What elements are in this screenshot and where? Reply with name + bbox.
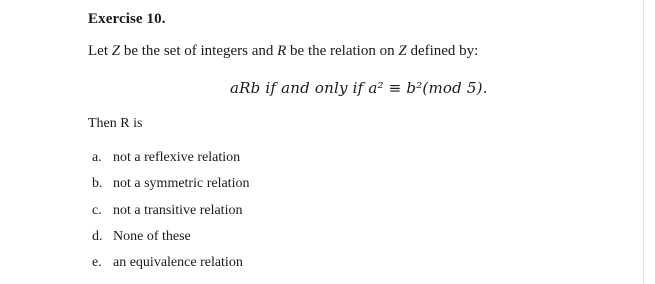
option-letter: a.: [92, 150, 102, 165]
statement-text: be the relation on: [286, 43, 399, 59]
option-letter: b.: [92, 176, 103, 192]
option-text: an equivalence relation: [113, 255, 243, 271]
answer-option-a[interactable]: [92, 150, 249, 176]
statement-text: Let: [88, 43, 112, 59]
question-prompt: Then R is: [88, 116, 143, 131]
option-letter: d.: [92, 228, 103, 244]
answer-options: [92, 150, 249, 281]
option-letter: e.: [92, 255, 102, 271]
answer-option-b[interactable]: [92, 176, 249, 202]
option-text: not a transitive relation: [113, 202, 243, 218]
statement-variable: Z: [398, 43, 407, 59]
relation-formula: aRb if and only if a² ≡ b²(mod 5).: [230, 79, 488, 97]
option-letter: c.: [92, 202, 102, 218]
answer-option-e[interactable]: [92, 255, 249, 281]
statement-variable: Z: [111, 43, 121, 59]
exercise-statement: [88, 43, 478, 60]
option-text: not a reflexive relation: [113, 150, 241, 165]
statement-text: be the set of integers and: [120, 43, 278, 59]
statement-variable: R: [277, 43, 287, 59]
option-text: None of these: [113, 228, 191, 244]
answer-option-d[interactable]: [92, 229, 249, 255]
exercise-title: Exercise 10.: [88, 11, 166, 27]
answer-option-c[interactable]: [92, 203, 249, 229]
option-text: not a symmetric relation: [113, 176, 250, 192]
statement-text: defined by:: [406, 43, 479, 59]
page-edge-divider: [643, 0, 644, 284]
